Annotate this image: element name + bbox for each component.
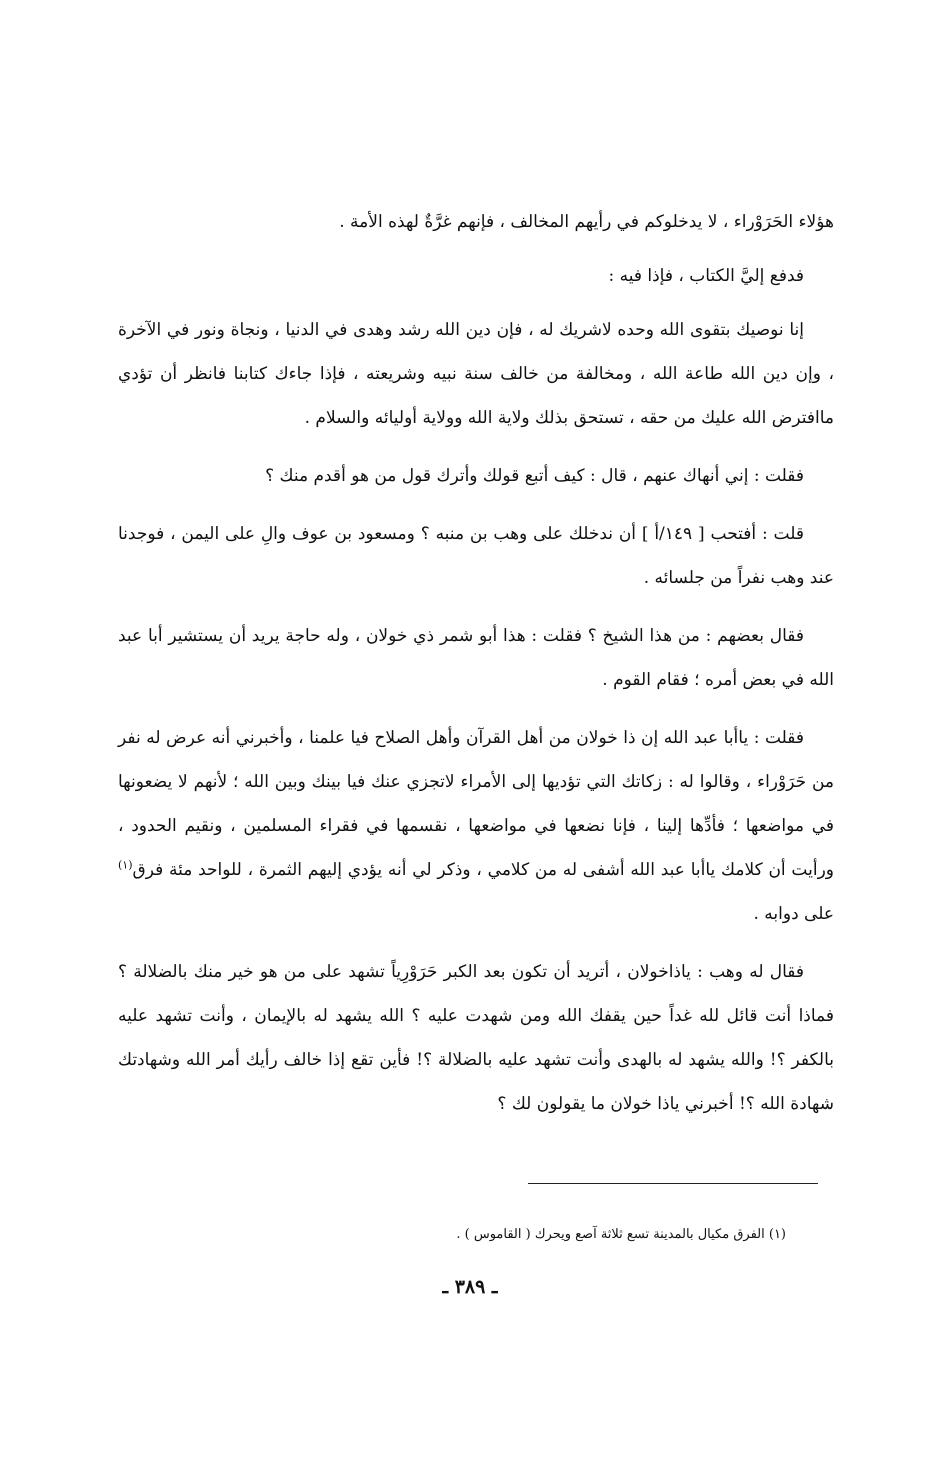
paragraph-7: [118, 716, 834, 936]
paragraph-6: فقال بعضهم : من هذا الشيخ ؟ فقلت : هذا أبو شمر ذي خولان ، وله حاجة يريد أن يستشير أبا عبد الله في بعض أمره ؛ فقام القوم .: [118, 626, 834, 690]
paragraph-1: هؤلاء الحَرَوْراء ، لا يدخلوكم في رأيهم المخالف ، فإنهم غرَّةٌ لهذه الأمة .: [339, 212, 834, 232]
paragraph-3: إنا نوصيك بتقوى الله وحده لاشريك له ، فإن دين الله رشد وهدى في الدنيا ، ونجاة ونور في الآخرة ، وإن دين الله طاعة الله ، ومخالفة من خالف سنة نبيه وشريعته ، فإذا جاءك كتابنا فانظر أن تؤدي ماافترض الله عليك من حقه ، تستحق بذلك ولاية الله وولاية أوليائه والسلام .: [118, 320, 834, 428]
footnote-reference[interactable]: (١): [118, 858, 133, 872]
page-number: ـ ٣٨٩ ـ: [442, 1276, 498, 1298]
footnote-divider: [528, 1183, 818, 1184]
paragraph-8: فقال له وهب : ياذاخولان ، أتريد أن تكون بعد الكبر حَرَوْرِياً تشهد على من هو خير منك بالضلالة ؟ فماذا أنت قائل لله غداً حين يقفك الله ومن شهدت عليه ؟ الله يشهد له بالإيمان ، وأنت تشهد عليه بالكفر ؟! والله يشهد له بالهدى وأنت تشهد عليه بالضلالة ؟! فأين تقع إذا خالف رأيك أمر الله وشهادتك شهادة الله ؟! أخبرني ياذا خولان ما يقولون لك ؟: [118, 962, 835, 1114]
main-text: [118, 200, 834, 1126]
paragraph-7-text: فقلت : ياأبا عبد الله إن ذا خولان من أهل القرآن وأهل الصلاح فيا علمنا ، وأخبرني أنه عرض له نفر من حَرَوْراء ، وقالوا له : زكاتك التي تؤديها إلى الأمراء لاتجزي عنك فيا بينك وبين الله ؛ لأنهم لا يضعونها في مواضعها ؛ فأدِّها إلينا ، فإنا نضعها في مواضعها ، نقسمها في فقراء المسلمين ، ونقيم الحدود ، ورأيت أن كلامك ياأبا عبد الله أشفى له من كلامي ، وذكر لي أنه يؤدي إليهم الثمرة ، للواحد مئة فرق: [118, 728, 834, 880]
paragraph-7-tail: على دوابه .: [753, 904, 834, 924]
paragraph-4: فقلت : إني أنهاك عنهم ، قال : كيف أتبع قولك وأترك قول من هو أقدم منك ؟: [265, 466, 804, 486]
footnote: (١) الفرق مكيال بالمدينة تسع ثلاثة آصع ويحرك ( القاموس ) .: [456, 1227, 786, 1242]
paragraph-2: فدفع إليَّ الكتاب ، فإذا فيه :: [608, 266, 804, 286]
paragraph-5: قلت : أفتحب [ ١٤٩/أ ] أن ندخلك على وهب بن منبه ؟ ومسعود بن عوف والِ على اليمن ، فوجدنا عند وهب نفراً من جلسائه .: [118, 524, 834, 588]
